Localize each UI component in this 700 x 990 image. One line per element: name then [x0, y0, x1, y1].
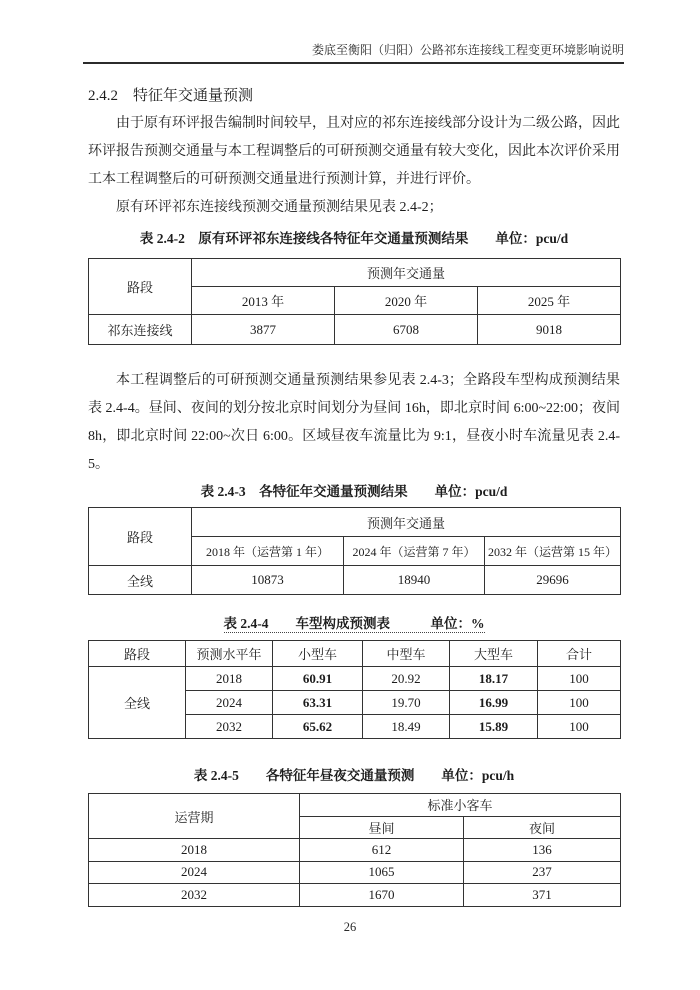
- table-row: [89, 566, 621, 595]
- table-2-4-3-caption: 表 2.4-3 各特征年交通量预测结果 单位：pcu/d: [200, 484, 508, 499]
- table-cell: 夜间: [464, 816, 621, 839]
- table-cell: 路段: [89, 259, 192, 315]
- table-row: [89, 315, 621, 345]
- table-cell: 2024: [186, 691, 273, 715]
- table-2-4-2: [88, 258, 621, 345]
- table-cell: 小型车: [273, 641, 363, 667]
- table-cell: 18940: [344, 566, 485, 595]
- table-cell: 29696: [485, 566, 621, 595]
- table-cell: 大型车: [450, 641, 538, 667]
- table-cell: 3877: [192, 315, 335, 345]
- caption-underlined-text: 表 2.4-4 车型构成预测表 单位：%: [223, 616, 485, 631]
- page-content: [88, 86, 620, 907]
- table-row: [89, 884, 621, 907]
- table-cell: 运营期: [89, 794, 300, 839]
- table-cell: 预测水平年: [186, 641, 273, 667]
- table-cell: 全线: [89, 566, 192, 595]
- table-cell: 2018: [89, 839, 300, 862]
- table-cell: 标准小客车: [300, 794, 621, 817]
- table-cell: 祁东连接线: [89, 315, 192, 345]
- table-cell: 60.91: [273, 667, 363, 691]
- table-cell: 1065: [300, 861, 464, 884]
- table-row: [89, 861, 621, 884]
- table-cell: 371: [464, 884, 621, 907]
- table-cell: 1670: [300, 884, 464, 907]
- table-cell: 15.89: [450, 715, 538, 739]
- table-cell: 18.17: [450, 667, 538, 691]
- table-cell: 路段: [89, 508, 192, 566]
- table-row: [89, 259, 621, 287]
- table-2-4-4: [88, 640, 621, 739]
- table-2-4-5: [88, 793, 621, 907]
- running-header: 娄底至衡阳（归阳）公路祁东连接线工程变更环境影响说明: [83, 42, 624, 64]
- table-cell: 2020 年: [335, 287, 478, 315]
- table-cell: 6708: [335, 315, 478, 345]
- table-cell: 136: [464, 839, 621, 862]
- table-cell: 9018: [478, 315, 621, 345]
- table-cell: 100: [538, 691, 621, 715]
- table-row: [89, 667, 621, 691]
- table-cell: 100: [538, 667, 621, 691]
- paragraph-adjusted-forecast: 本工程调整后的可研预测交通量预测结果参见表 2.4-3；全路段车型构成预测结果表 2.4-4。昼间、夜间的划分按北京时间划分为昼间 16h，即北京时间 6:00~22:00；夜间 8h，即北京时间 22:00~次日 6:00。区域昼夜车流量比为 9:1，昼夜小时车流量见表 2.4-5。: [88, 373, 620, 472]
- table-cell: 16.99: [450, 691, 538, 715]
- table-row: [89, 508, 621, 537]
- table-2-4-3: [88, 507, 621, 595]
- table-row: [89, 839, 621, 862]
- page-number: 26: [343, 920, 357, 934]
- table-cell: 2024: [89, 861, 300, 884]
- table-cell: 65.62: [273, 715, 363, 739]
- table-cell: 63.31: [273, 691, 363, 715]
- table-cell: 20.92: [363, 667, 450, 691]
- paragraph-table-ref: 原有环评祁东连接线预测交通量预测结果见表 2.4-2；: [116, 200, 443, 215]
- section-heading: 2.4.2 特征年交通量预测: [88, 88, 254, 104]
- table-cell: 合计: [538, 641, 621, 667]
- table-cell: 100: [538, 715, 621, 739]
- table-cell: 2018: [186, 667, 273, 691]
- table-row: [89, 794, 621, 817]
- table-2-4-4-caption: [88, 615, 620, 633]
- table-cell: 预测年交通量: [192, 259, 621, 287]
- table-cell: 2013 年: [192, 287, 335, 315]
- table-cell: 昼间: [300, 816, 464, 839]
- table-cell: 2025 年: [478, 287, 621, 315]
- table-cell: 2032: [186, 715, 273, 739]
- paragraph-intro: 由于原有环评报告编制时间较早，且对应的祁东连接线部分设计为二级公路，因此环评报告预测交通量与本工程调整后的可研预测交通量有较大变化，因此本次评价采用工本工程调整后的可研预测交通量进行预测计算，并进行评价。: [88, 116, 620, 187]
- table-cell: 2032: [89, 884, 300, 907]
- table-cell: 10873: [192, 566, 344, 595]
- table-cell: 18.49: [363, 715, 450, 739]
- table-cell: 237: [464, 861, 621, 884]
- table-2-4-2-caption: 表 2.4-2 原有环评祁东连接线各特征年交通量预测结果 单位：pcu/d: [139, 231, 569, 246]
- table-cell: 2024 年（运营第 7 年）: [344, 537, 485, 566]
- table-cell: 19.70: [363, 691, 450, 715]
- table-cell: 2032 年（运营第 15 年）: [485, 537, 621, 566]
- table-cell: 全线: [89, 667, 186, 739]
- table-cell: 2018 年（运营第 1 年）: [192, 537, 344, 566]
- table-cell: 612: [300, 839, 464, 862]
- table-cell: 路段: [89, 641, 186, 667]
- table-row: [89, 641, 621, 667]
- table-cell: 预测年交通量: [192, 508, 621, 537]
- table-2-4-5-caption: 表 2.4-5 各特征年昼夜交通量预测 单位：pcu/h: [193, 768, 515, 783]
- table-cell: 中型车: [363, 641, 450, 667]
